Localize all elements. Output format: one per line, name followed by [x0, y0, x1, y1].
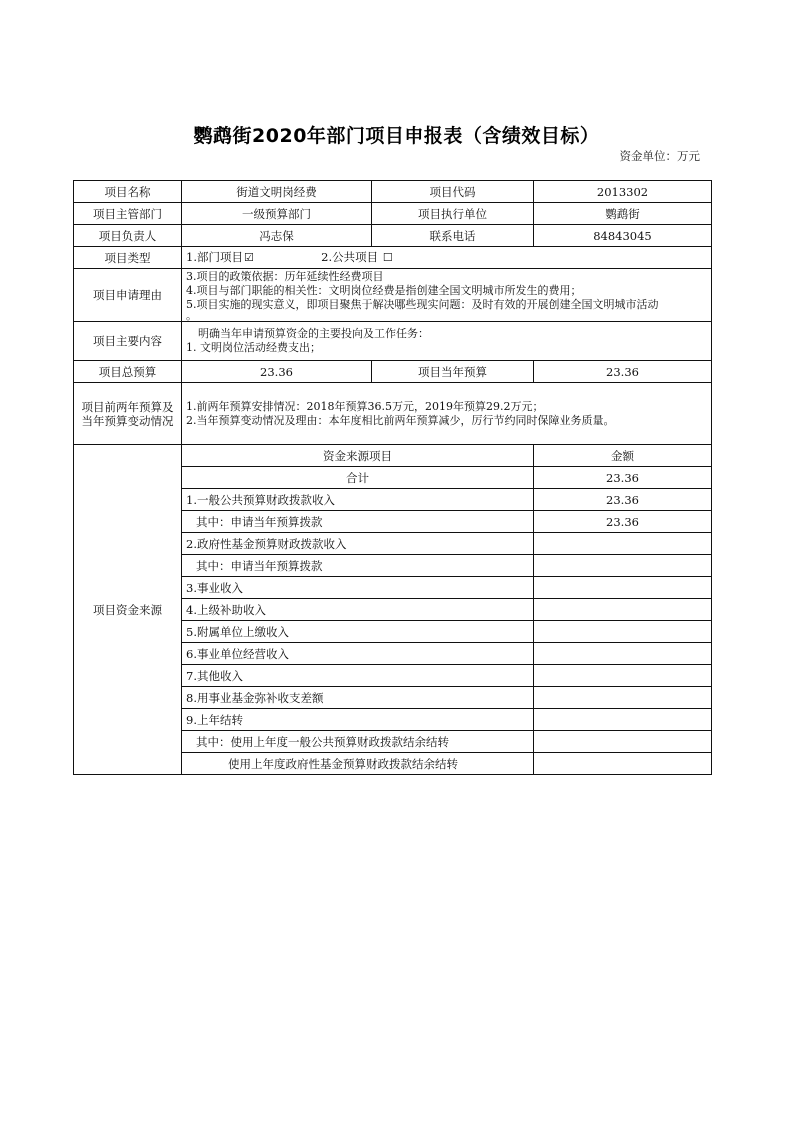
current-budget-value[interactable]: 23.36: [534, 361, 712, 383]
project-code-value[interactable]: 2013302: [534, 181, 712, 203]
checkbox-unchecked-icon[interactable]: ☐: [382, 251, 393, 264]
main-content-text[interactable]: [182, 322, 712, 361]
phone-value[interactable]: 84843045: [534, 225, 712, 247]
type-option-department[interactable]: [186, 250, 258, 264]
funding-amount[interactable]: [534, 687, 712, 709]
funding-amount[interactable]: [534, 599, 712, 621]
currency-unit: 资金单位：万元: [619, 149, 700, 163]
type-option-public-label: 2.公共项目: [321, 250, 379, 264]
funding-col-item-header: 资金来源项目: [182, 445, 534, 467]
executor-value[interactable]: 鹦鹉街: [534, 203, 712, 225]
row-main-content: [74, 322, 712, 361]
funding-item: 其中：使用上年度一般公共预算财政拨款结余结转: [182, 731, 534, 753]
total-budget-value[interactable]: 23.36: [182, 361, 372, 383]
row-budget: [74, 361, 712, 383]
funding-amount[interactable]: [534, 555, 712, 577]
row-owner: [74, 225, 712, 247]
history-line: 2.当年预算变动情况及理由：本年度相比前两年预算减少，厉行节约同时保障业务质量。: [186, 413, 615, 427]
reason-line: 3.项目的政策依据：历年延续性经费项目: [186, 270, 384, 283]
owner-value[interactable]: 冯志保: [182, 225, 372, 247]
funding-item: 合计: [182, 467, 534, 489]
funding-item: 5.附属单位上缴收入: [182, 621, 534, 643]
funding-amount[interactable]: [534, 577, 712, 599]
funding-amount[interactable]: 23.36: [534, 489, 712, 511]
budget-history-label: [74, 383, 182, 445]
supervisor-value[interactable]: 一级预算部门: [182, 203, 372, 225]
main-content-label: 项目主要内容: [74, 322, 182, 361]
funding-item: 3.事业收入: [182, 577, 534, 599]
funding-col-amount-header: 金额: [534, 445, 712, 467]
funding-amount[interactable]: 23.36: [534, 511, 712, 533]
owner-label: 项目负责人: [74, 225, 182, 247]
funding-item: 1.一般公共预算财政拨款收入: [182, 489, 534, 511]
funding-item: 4.上级补助收入: [182, 599, 534, 621]
content-line: 1. 文明岗位活动经费支出；: [186, 341, 321, 354]
type-option-department-label: 1.部门项目: [186, 250, 243, 264]
row-budget-history: [74, 383, 712, 445]
funding-source-label: 项目资金来源: [74, 445, 182, 775]
phone-label: 联系电话: [372, 225, 534, 247]
funding-item: 9.上年结转: [182, 709, 534, 731]
application-reason-label: 项目申请理由: [74, 269, 182, 322]
funding-item: 6.事业单位经营收入: [182, 643, 534, 665]
project-type-options: [182, 247, 712, 269]
total-budget-label: 项目总预算: [74, 361, 182, 383]
budget-history-text[interactable]: [182, 383, 712, 445]
content-line: 明确当年申请预算资金的主要投向及工作任务：: [198, 327, 429, 340]
project-name-value[interactable]: 街道文明岗经费: [182, 181, 372, 203]
project-application-table: [73, 180, 712, 775]
row-project-type: [74, 247, 712, 269]
application-reason-text[interactable]: [182, 269, 712, 322]
executor-label: 项目执行单位: [372, 203, 534, 225]
funding-item: 使用上年度政府性基金预算财政拨款结余结转: [182, 753, 534, 775]
funding-item: 其中：申请当年预算拨款: [182, 555, 534, 577]
funding-amount[interactable]: [534, 643, 712, 665]
reason-line: 。: [186, 309, 197, 322]
budget-history-label-line1: 项目前两年预算及: [81, 399, 174, 414]
funding-item: 其中：申请当年预算拨款: [182, 511, 534, 533]
funding-item: 8.用事业基金弥补收支差额: [182, 687, 534, 709]
row-project-name: [74, 181, 712, 203]
funding-amount[interactable]: [534, 533, 712, 555]
row-supervisor: [74, 203, 712, 225]
project-name-label: 项目名称: [74, 181, 182, 203]
funding-amount[interactable]: [534, 621, 712, 643]
funding-amount[interactable]: [534, 731, 712, 753]
supervisor-label: 项目主管部门: [74, 203, 182, 225]
funding-amount[interactable]: [534, 753, 712, 775]
funding-amount[interactable]: [534, 665, 712, 687]
history-line: 1.前两年预算安排情况：2018年预算36.5万元，2019年预算29.2万元；: [186, 399, 544, 413]
row-application-reason: [74, 269, 712, 322]
budget-history-label-line2: 当年预算变动情况: [81, 413, 174, 428]
reason-line: 4.项目与部门职能的相关性：文明岗位经费是指创建全国文明城市所发生的费用；: [186, 284, 582, 297]
reason-line: 5.项目实施的现实意义，即项目聚焦于解决哪些现实问题：及时有效的开展创建全国文明城市活动: [186, 298, 659, 311]
funding-amount[interactable]: [534, 709, 712, 731]
funding-item: 7.其他收入: [182, 665, 534, 687]
type-option-public[interactable]: [321, 250, 393, 264]
project-code-label: 项目代码: [372, 181, 534, 203]
funding-amount[interactable]: 23.36: [534, 467, 712, 489]
project-type-label: 项目类型: [74, 247, 182, 269]
funding-item: 2.政府性基金预算财政拨款收入: [182, 533, 534, 555]
checkbox-checked-icon[interactable]: ☑: [243, 251, 254, 264]
page-title: 鹦鹉街2020年部门项目申报表（含绩效目标）: [193, 125, 600, 147]
current-budget-label: 项目当年预算: [372, 361, 534, 383]
funding-header-row: [74, 445, 712, 467]
